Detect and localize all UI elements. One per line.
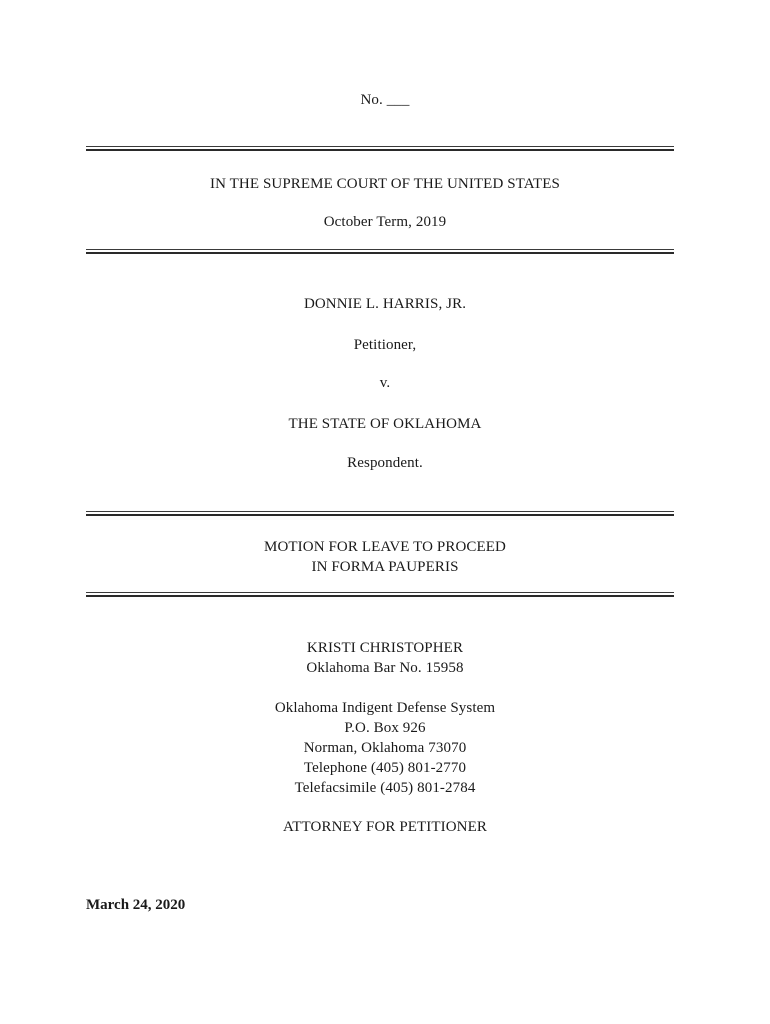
versus-text: v.: [379, 375, 391, 391]
attorney-name: KRISTI CHRISTOPHER: [306, 640, 464, 656]
attorney-po-box: P.O. Box 926: [344, 720, 426, 736]
motion-title-line1: MOTION FOR LEAVE TO PROCEED: [264, 539, 506, 555]
attorney-city: Norman, Oklahoma 73070: [303, 740, 467, 756]
filing-date: March 24, 2020: [86, 897, 186, 913]
divider-rule-4: [86, 592, 674, 597]
divider-rule-2: [86, 249, 674, 254]
petitioner-name: DONNIE L. HARRIS, JR.: [303, 296, 467, 312]
motion-title-line2: IN FORMA PAUPERIS: [311, 559, 459, 575]
attorney-role: ATTORNEY FOR PETITIONER: [283, 819, 487, 835]
case-number: No. ___: [360, 92, 410, 108]
respondent-role: Respondent.: [347, 455, 423, 471]
attorney-fax: Telefacsimile (405) 801-2784: [294, 780, 476, 796]
attorney-telephone: Telephone (405) 801-2770: [303, 760, 467, 776]
attorney-office: Oklahoma Indigent Defense System: [274, 700, 496, 716]
court-term: October Term, 2019: [323, 214, 447, 230]
divider-rule-3: [86, 511, 674, 516]
court-name: IN THE SUPREME COURT OF THE UNITED STATES: [210, 176, 560, 192]
respondent-name: THE STATE OF OKLAHOMA: [288, 416, 482, 432]
divider-rule-1: [86, 146, 674, 151]
petitioner-role: Petitioner,: [353, 337, 417, 353]
attorney-bar-number: Oklahoma Bar No. 15958: [306, 660, 464, 676]
